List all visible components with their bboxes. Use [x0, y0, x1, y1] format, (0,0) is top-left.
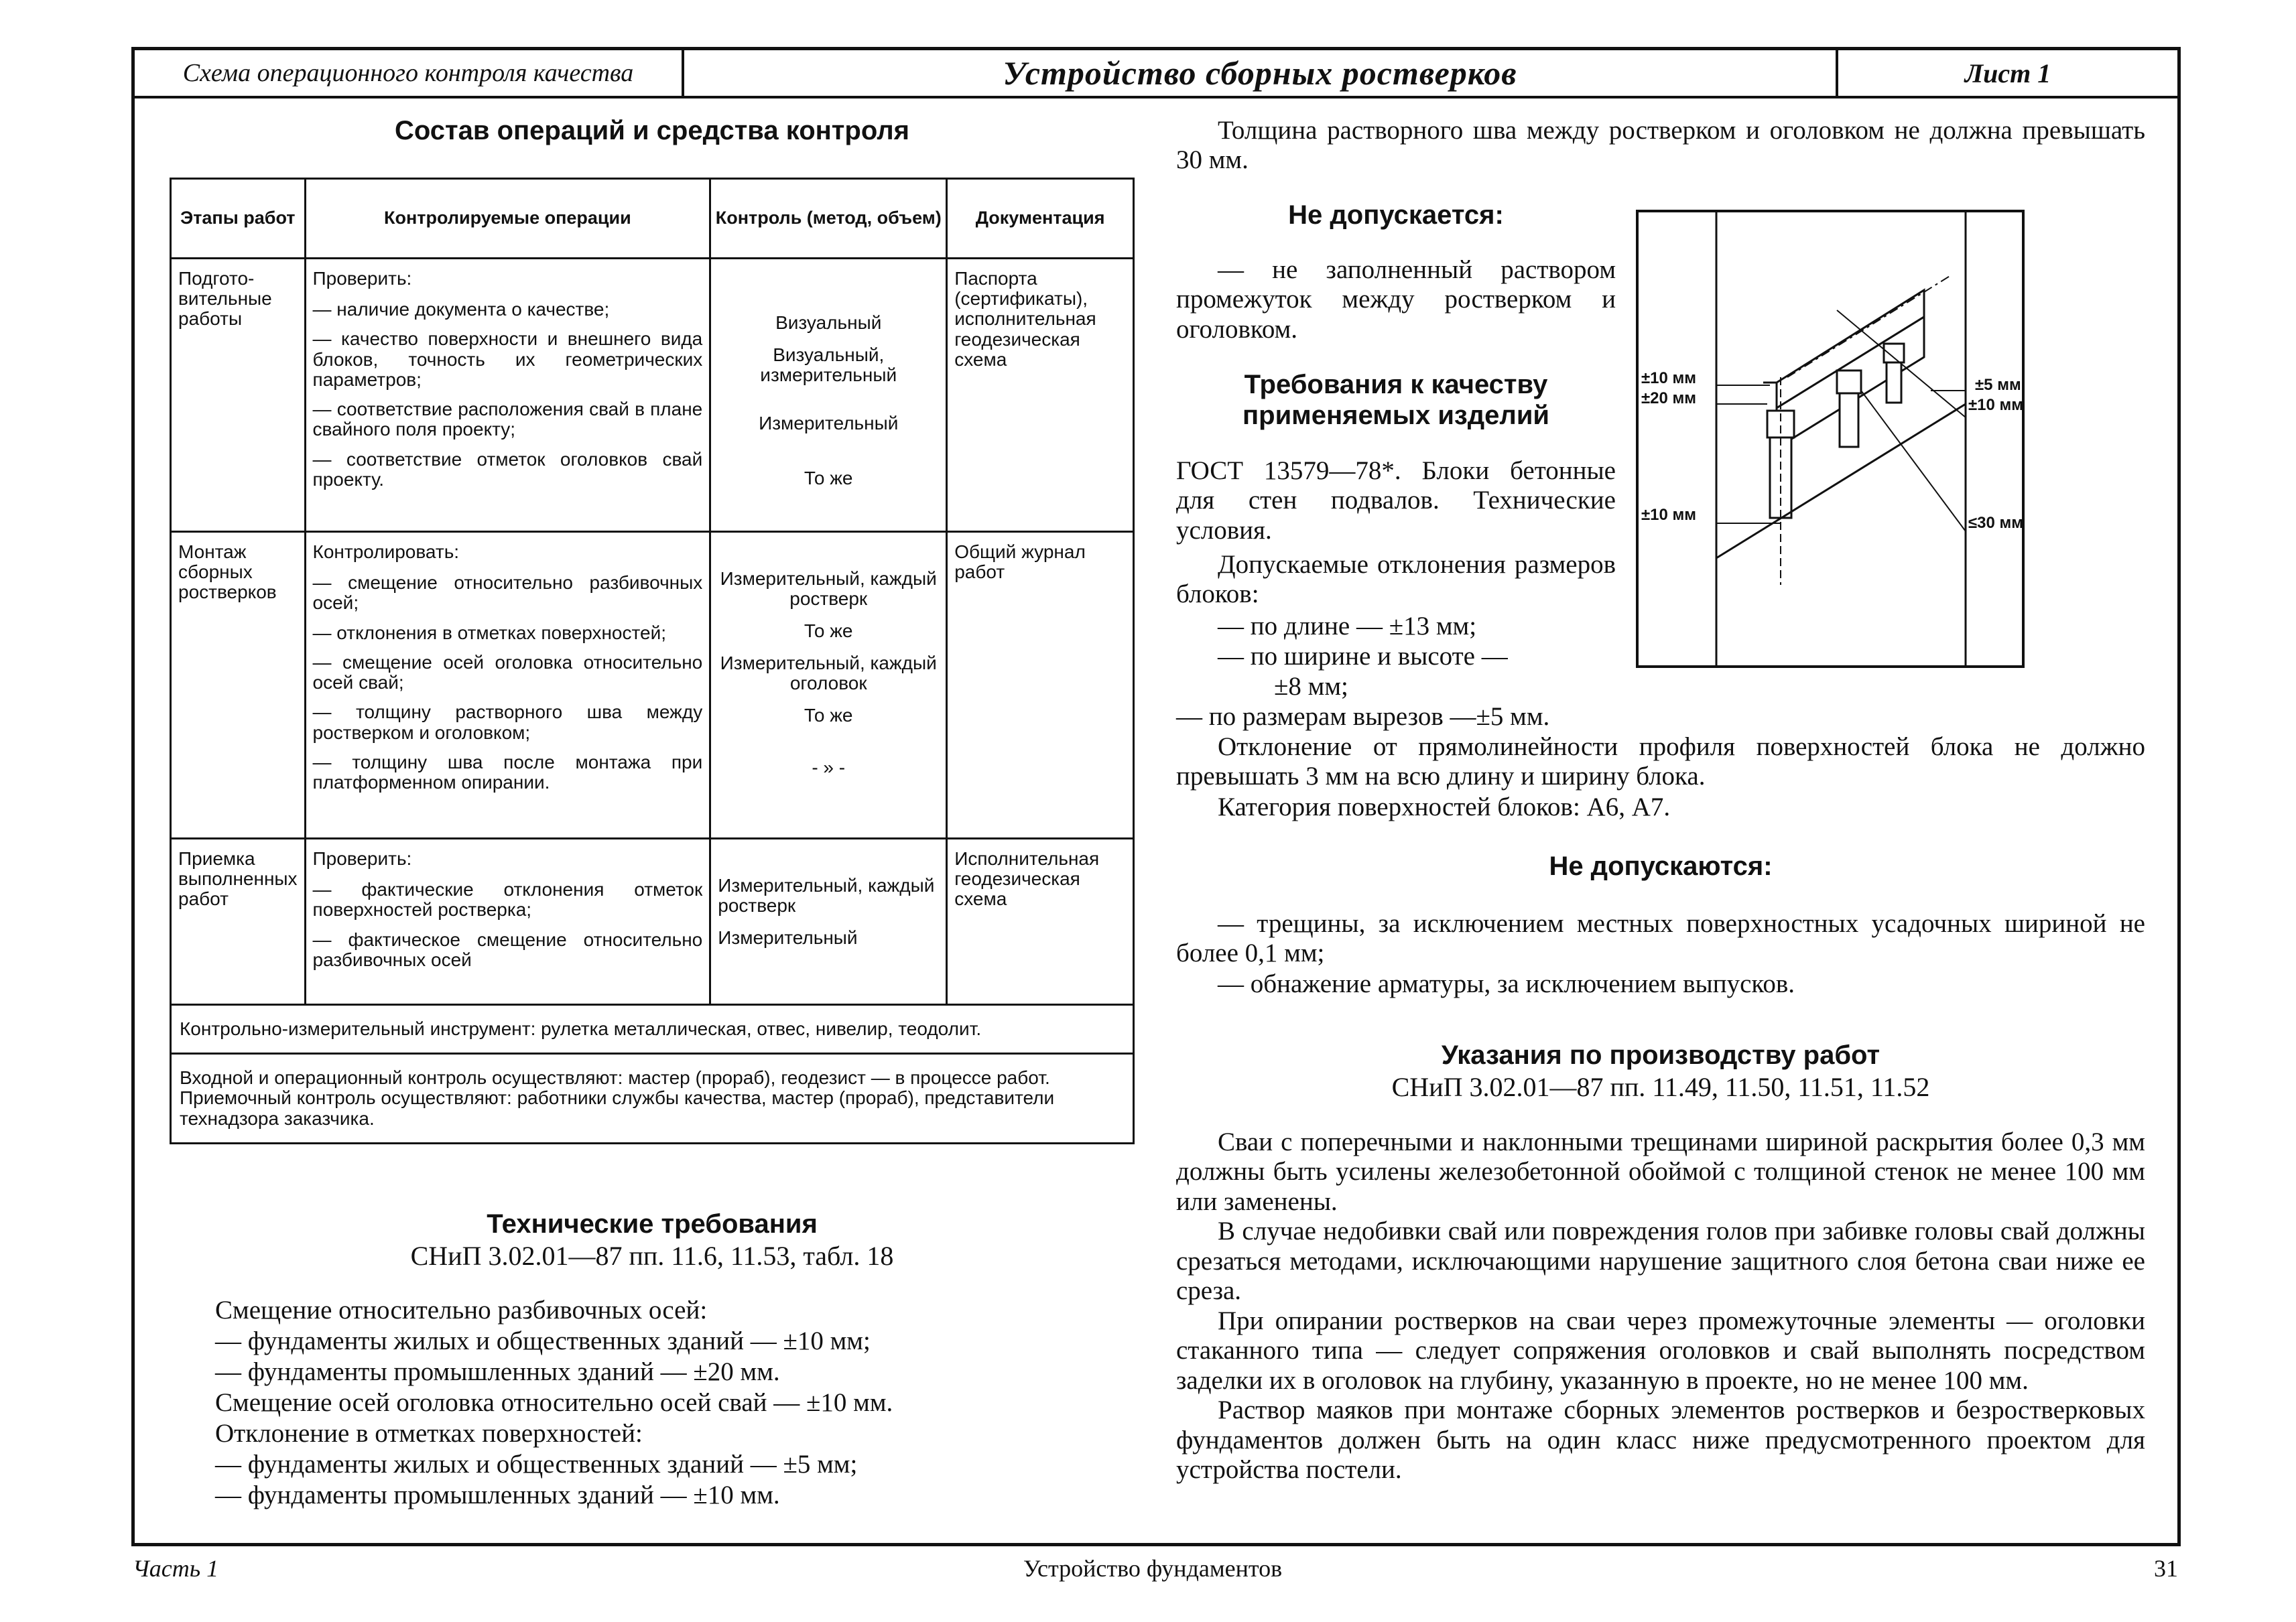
- table-row: [171, 1054, 1134, 1144]
- tech-title: Технические требования: [487, 1209, 818, 1239]
- instructions-body: [1176, 1128, 2145, 1485]
- instruction-paragraph: Сваи с поперечными и наклонными трещинами шириной раскрытия более 0,3 мм должны быть усилены железобетонной обоймой с толщиной стенок не менее 100 мм или заменены.: [1176, 1128, 2145, 1216]
- ops-section-title: Состав операций и средства контроля: [394, 116, 910, 145]
- control-cell: [710, 532, 947, 839]
- dimension-label: ±10 мм: [1968, 396, 2024, 414]
- tech-line: Смещение осей оголовка относительно осей свай — ±10 мм.: [215, 1388, 893, 1418]
- not-allowed-title: Не допускается:: [1288, 200, 1504, 230]
- table-row: [171, 1005, 1134, 1054]
- grillage-diagram: [1636, 210, 2025, 668]
- header-sheet: Лист 1: [1964, 58, 2051, 88]
- not-allowed2-title: Не допускаются:: [1549, 852, 1773, 881]
- control-cell: [710, 839, 947, 1005]
- operation-intro: Контролировать:: [312, 541, 460, 562]
- category-text: Категория поверхностей блоков: А6, А7.: [1218, 793, 1671, 821]
- operations-cell: [305, 839, 710, 1005]
- table-row: [171, 259, 1134, 532]
- flatness-text: Отклонение от прямолинейности профиля поверхностей блока не должно превышать 3 мм на всю длину и ширину блока.: [1176, 732, 2145, 791]
- deviation-item: ±8 мм;: [1274, 672, 1348, 701]
- operation-item: — фактические отклонения отметок поверхностей ростверка;: [312, 879, 703, 921]
- control-method: Измерительный, каждый ростверк: [718, 875, 935, 917]
- operation-item: — толщину шва после монтажа при платформенном опирании.: [312, 751, 703, 793]
- instrument-note: Контрольно-измерительный инструмент: рулетка металлическая, отвес, нивелир, теодолит.: [171, 1005, 1134, 1054]
- operation-item: — качество поверхности и внешнего вида блоков, точность их геометрических параметров;: [312, 328, 703, 390]
- grillage-drawing: [1636, 210, 2025, 668]
- footer-title: Устройство фундаментов: [1023, 1555, 1283, 1582]
- instructions-title: Указания по производству работ: [1441, 1040, 1880, 1070]
- control-method: То же: [804, 705, 853, 726]
- control-note: Входной и операционный контроль осуществляют: мастер (прораб), геодезист — в процессе работ.: [180, 1067, 1050, 1089]
- tech-line: — фундаменты промышленных зданий — ±10 мм.: [215, 1481, 780, 1510]
- stage-name: Подгото-вительные работы: [171, 259, 306, 532]
- control-method: То же: [804, 468, 853, 488]
- operation-item: — наличие документа о качестве;: [312, 299, 610, 320]
- control-method: - » -: [812, 757, 846, 778]
- control-method: То же: [804, 620, 853, 641]
- tech-line: Отклонение в отметках поверхностей:: [215, 1419, 643, 1448]
- dimension-label: ±10 мм: [1641, 506, 1697, 524]
- not-allowed2-item: — трещины, за исключением местных поверхностных усадочных шириной не более 0,1 мм;: [1176, 909, 2145, 968]
- table-row: [171, 839, 1134, 1005]
- control-method: Измерительный, каждый оголовок: [720, 653, 937, 694]
- documentation-cell: Исполнительная геодезическая схема: [947, 839, 1134, 1005]
- right-intro: Толщина растворного шва между ростверком и оголовком не должна превышать 30 мм.: [1176, 116, 2145, 175]
- control-notes: [171, 1054, 1134, 1144]
- operation-intro: Проверить:: [312, 268, 412, 289]
- control-method: Измерительный, каждый ростверк: [720, 568, 937, 610]
- tech-line: — фундаменты жилых и общественных зданий — ±10 мм;: [215, 1327, 871, 1356]
- tech-line: — фундаменты жилых и общественных зданий — ±5 мм;: [215, 1450, 858, 1479]
- table-header-row: [171, 179, 1134, 259]
- header-scheme-label: Схема операционного контроля качества: [135, 50, 684, 96]
- col-header-stage: Этапы работ: [171, 179, 306, 259]
- col-header-docs: Документация: [947, 179, 1134, 259]
- operation-item: — фактическое смещение относительно разбивочных осей: [312, 929, 703, 970]
- operation-item: — смещение осей оголовка относительно осей свай;: [312, 651, 703, 693]
- instruction-paragraph: При опирании ростверков на сваи через промежуточные элементы — оголовки стаканного типа — следует сопряжения оголовков и свай выполнять посредством заделки их в оголовок на глубину, указанную в проекте, но не менее 100 мм.: [1176, 1306, 2145, 1395]
- tech-line: Смещение относительно разбивочных осей:: [215, 1296, 708, 1325]
- page-number: 31: [2154, 1555, 2178, 1582]
- control-method: Измерительный: [759, 413, 899, 433]
- stage-name: Приемка выполненных работ: [171, 839, 306, 1005]
- col-header-control: Контроль (метод, объем): [710, 179, 947, 259]
- dimension-label: ±10 мм: [1641, 369, 1697, 387]
- instruction-paragraph: Раствор маяков при монтаже сборных элементов ростверков и безростверковых фундаментов должен быть на один класс ниже предусмотренного проектом для устройства постели.: [1176, 1396, 2145, 1484]
- header-title: Устройство сборных ростверков: [684, 50, 1838, 96]
- operation-item: — толщину растворного шва между ростверком и оголовком;: [312, 701, 703, 743]
- table-row: [171, 532, 1134, 839]
- not-allowed-text: — не заполненный раствором промежуток между ростверком и оголовком.: [1176, 255, 1616, 344]
- dimension-label: ±5 мм: [1975, 376, 2021, 394]
- tech-subtitle: СНиП 3.02.01—87 пп. 11.6, 11.53, табл. 18: [410, 1241, 894, 1271]
- documentation-cell: Паспорта (сертификаты), исполнительная геодезическая схема: [947, 259, 1134, 532]
- operation-intro: Проверить:: [312, 848, 412, 869]
- tech-line: — фундаменты промышленных зданий — ±20 мм.: [215, 1357, 780, 1387]
- control-method: Визуальный: [775, 312, 882, 333]
- deviation-item: — по ширине и высоте —: [1218, 642, 1508, 671]
- dimension-label: ≤30 мм: [1968, 514, 2024, 532]
- operations-cell: [305, 532, 710, 839]
- control-note: Приемочный контроль осуществляют: работники службы качества, мастер (прораб), представители технадзора заказчика.: [180, 1087, 1055, 1129]
- documentation-cell: Общий журнал работ: [947, 532, 1134, 839]
- operation-item: — соответствие расположения свай в плане свайного поля проекту;: [312, 399, 703, 440]
- col-header-operations: Контролируемые операции: [305, 179, 710, 259]
- deviations-intro: Допускаемые отклонения размеров блоков:: [1176, 550, 1616, 609]
- instruction-paragraph: В случае недобивки свай или повреждения голов при забивке головы свай должны срезаться методами, исключающими нарушение защитного слоя бетона сваи ниже ее среза.: [1176, 1217, 2145, 1306]
- page-frame: [131, 47, 2181, 1546]
- stage-name: Монтаж сборных ростверков: [171, 532, 306, 839]
- not-allowed2-item: — обнажение арматуры, за исключением выпусков.: [1218, 969, 1795, 998]
- instructions-subtitle: СНиП 3.02.01—87 пп. 11.49, 11.50, 11.51, 11.52: [1391, 1072, 1930, 1102]
- control-method: Измерительный: [718, 927, 858, 948]
- footer-part: Часть 1: [133, 1555, 219, 1582]
- operations-cell: [305, 259, 710, 532]
- operation-item: — смещение относительно разбивочных осей;: [312, 572, 703, 614]
- operations-table: [170, 178, 1135, 1144]
- operation-item: — соответствие отметок оголовков свай проекту.: [312, 448, 703, 490]
- quality-title: Требования к качеству применяемых изделий: [1242, 370, 1550, 430]
- deviation-item: — по длине — ±13 мм;: [1218, 612, 1477, 640]
- tech-list: [215, 1295, 1113, 1511]
- control-method: Визуальный, измерительный: [760, 344, 897, 386]
- dimension-label: ±20 мм: [1641, 389, 1697, 407]
- operation-item: — отклонения в отметках поверхностей;: [312, 622, 666, 643]
- control-cell: [710, 259, 947, 532]
- header-bar: [135, 50, 2177, 98]
- gost-text: ГОСТ 13579—78*. Блоки бетонные для стен подвалов. Технические условия.: [1176, 456, 1616, 545]
- deviation-item: — по размерам вырезов —±5 мм.: [1176, 702, 1550, 731]
